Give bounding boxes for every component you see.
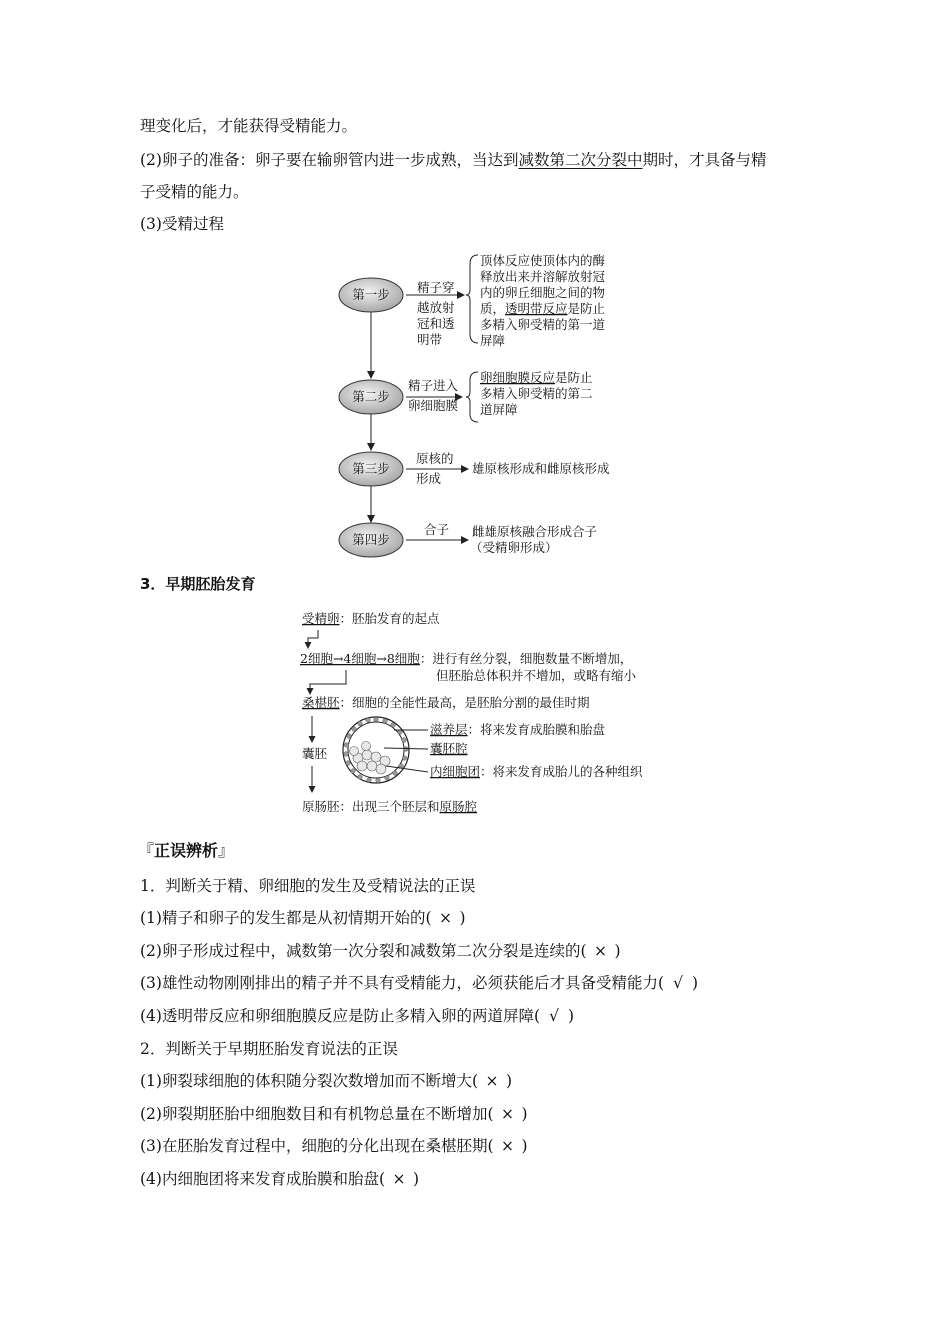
blastocoel-label: 囊胚腔 xyxy=(430,741,468,756)
text-segment: (2)卵子的准备：卵子要在输卵管内进一步成熟，当达到 xyxy=(140,151,519,169)
inner-cell-mass-label: 内细胞团：将来发育成胎儿的各种组织 xyxy=(430,764,643,779)
step2-detail-1: 卵细胞膜反应是防止 xyxy=(480,370,593,385)
step1-detail-3: 内的卵丘细胞之间的物 xyxy=(480,285,606,300)
step2-label: 第二步 xyxy=(352,389,390,404)
bracket-close: 』 xyxy=(218,841,235,860)
underlined-term: 减数第二次分裂中 xyxy=(518,151,643,169)
judgement-mark: √ xyxy=(549,1007,559,1025)
judgement-mark: × xyxy=(501,1105,515,1123)
judgement-item: (4)内细胞团将来发育成胎膜和胎盘( × ) xyxy=(140,1170,420,1188)
blastocyst-label: 囊胚 xyxy=(302,746,328,761)
judgement-mark: × xyxy=(439,909,453,927)
step1-label: 第一步 xyxy=(352,287,390,302)
judgement-item: (4)透明带反应和卵细胞膜反应是防止多精入卵的两道屏障( √ ) xyxy=(140,1007,575,1025)
step4-detail-2: （受精卵形成） xyxy=(470,540,558,555)
judgement-item: (2)卵子形成过程中，减数第一次分裂和减数第二次分裂是连续的( × ) xyxy=(140,942,621,960)
judgement-item: (2)卵裂期胚胎中细胞数目和有机物总量在不断增加( × ) xyxy=(140,1105,528,1123)
step1-detail-5: 多精入卵受精的第一道 xyxy=(480,317,606,332)
judgement-mark: × xyxy=(392,1170,406,1188)
text-line: (3)受精过程 xyxy=(140,215,224,233)
embryo-development-diagram xyxy=(296,606,656,820)
judgement-mark: × xyxy=(485,1072,499,1090)
step2-process-2: 卵细胞膜 xyxy=(408,398,459,413)
bracket-open: 『 xyxy=(138,841,155,860)
question-title: 2．判断关于早期胚胎发育说法的正误 xyxy=(140,1040,398,1058)
judgement-item: (3)雄性动物刚刚排出的精子并不具有受精能力，必须获能后才具备受精能力( √ ) xyxy=(140,974,699,992)
judgement-item: (3)在胚胎发育过程中，细胞的分化出现在桑椹胚期( × ) xyxy=(140,1137,528,1155)
zygote-line: 受精卵：胚胎发育的起点 xyxy=(302,611,440,626)
step3-label: 第三步 xyxy=(352,461,390,476)
step1-process-2: 越放射 xyxy=(417,300,455,315)
judgement-mark: √ xyxy=(673,974,683,992)
gastrula-line: 原肠胚：出现三个胚层和原肠腔 xyxy=(302,799,478,814)
brace xyxy=(466,372,478,422)
text-line: 理变化后，才能获得受精能力。 xyxy=(140,117,358,135)
question-title: 1．判断关于精、卵细胞的发生及受精说法的正误 xyxy=(140,877,476,895)
step3-detail: 雄原核形成和雌原核形成 xyxy=(472,461,610,476)
step1-process-1: 精子穿 xyxy=(417,280,455,295)
step1-detail-2: 释放出来并溶解放射冠 xyxy=(480,269,606,284)
step3-process-1: 原核的 xyxy=(416,451,454,466)
judgement-mark: × xyxy=(594,942,608,960)
text-line: 子受精的能力。 xyxy=(140,183,249,201)
step1-detail-1: 顶体反应使顶体内的酶 xyxy=(480,253,606,268)
morula-line: 桑椹胚：细胞的全能性最高，是胚胎分割的最佳时期 xyxy=(302,695,590,710)
text-line xyxy=(140,150,767,170)
cleavage-line-2: 但胚胎总体积并不增加，或略有缩小 xyxy=(436,668,637,683)
section-title: 3．早期胚胎发育 xyxy=(140,575,256,593)
step4-detail-1: 雌雄原核融合形成合子 xyxy=(472,524,598,539)
step2-detail-2: 多精入卵受精的第二 xyxy=(480,386,593,401)
cleavage-line-1: 2细胞→4细胞→8细胞：进行有丝分裂，细胞数量不断增加， xyxy=(300,651,633,666)
brace xyxy=(466,255,478,343)
step1-detail-4: 质，透明带反应是防止 xyxy=(480,301,606,316)
fertilization-diagram xyxy=(330,250,630,560)
text-segment: 期时，才具备与精 xyxy=(642,151,767,169)
step2-detail-3: 道屏障 xyxy=(480,402,518,417)
heading-text: 正误辨析 xyxy=(154,841,219,860)
step4-process: 合子 xyxy=(424,522,450,537)
step1-process-3: 冠和透 xyxy=(417,316,455,331)
step4-label: 第四步 xyxy=(352,532,390,547)
step3-process-2: 形成 xyxy=(416,471,442,486)
judgement-heading xyxy=(138,838,234,861)
judgement-item: (1)卵裂球细胞的体积随分裂次数增加而不断增大( × ) xyxy=(140,1072,513,1090)
blastocyst-illustration xyxy=(343,717,409,783)
trophoblast-label: 滋养层：将来发育成胎膜和胎盘 xyxy=(430,722,606,737)
judgement-mark: × xyxy=(501,1137,515,1155)
judgement-item: (1)精子和卵子的发生都是从初情期开始的( × ) xyxy=(140,909,466,927)
step1-process-4: 明带 xyxy=(417,332,443,347)
step1-detail-6: 屏障 xyxy=(480,333,506,348)
step2-process-1: 精子进入 xyxy=(408,378,459,393)
